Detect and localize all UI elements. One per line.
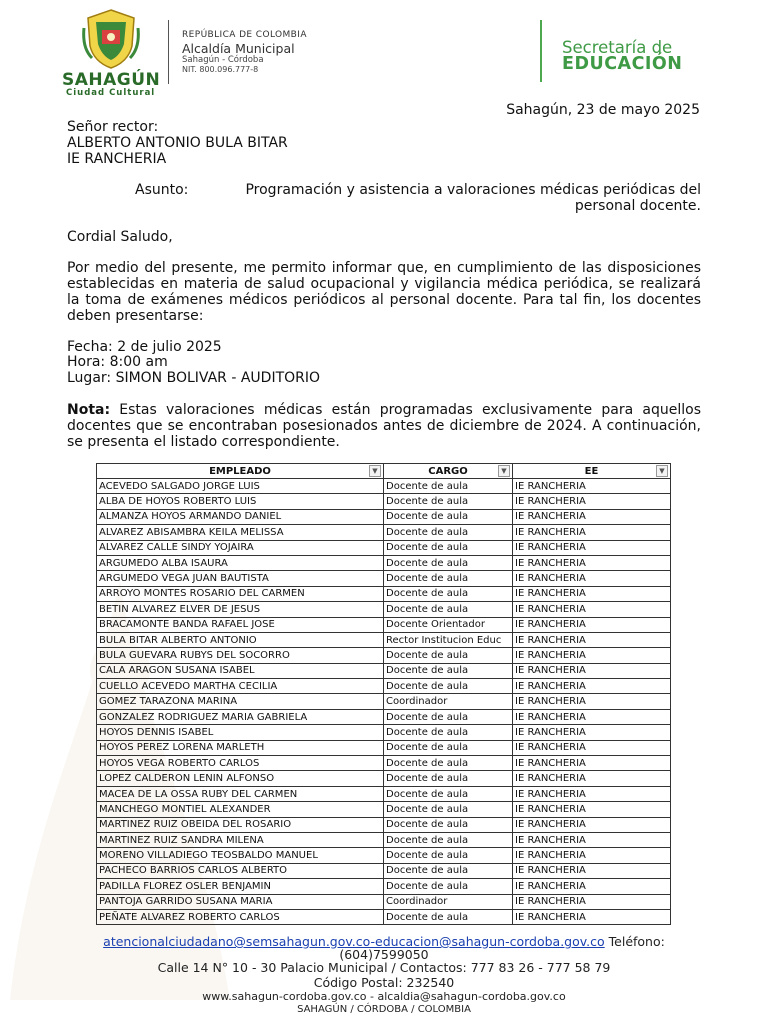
cell-empleado: MACEA DE LA OSSA RUBY DEL CARMEN [97, 786, 384, 801]
cell-cargo: Docente de aula [384, 509, 513, 524]
alcaldia-label: Alcaldía Municipal [182, 41, 295, 56]
cell-ee: IE RANCHERIA [513, 602, 671, 617]
cell-cargo: Docente de aula [384, 479, 513, 494]
table-row [97, 709, 671, 724]
cell-empleado: GOMEZ TARAZONA MARINA [97, 694, 384, 709]
table-row [97, 663, 671, 678]
recipient-institution: IE RANCHERIA [67, 151, 167, 167]
cell-cargo: Docente de aula [384, 648, 513, 663]
table-body [97, 479, 671, 925]
cell-empleado: ALVAREZ CALLE SINDY YOJAIRA [97, 540, 384, 555]
cell-cargo: Coordinador [384, 694, 513, 709]
subject-line1: Programación y asistencia a valoraciones médicas periódicas del [245, 182, 701, 198]
table-row [97, 909, 671, 924]
cell-cargo: Docente de aula [384, 725, 513, 740]
cell-empleado: ALMANZA HOYOS ARMANDO DANIEL [97, 509, 384, 524]
republic-label: REPÚBLICA DE COLOMBIA [182, 30, 307, 40]
footer-address: Calle 14 N° 10 - 30 Palacio Municipal / Contactos: 777 83 26 - 777 58 79 [157, 960, 611, 975]
cell-ee: IE RANCHERIA [513, 679, 671, 694]
cell-empleado: MARTINEZ RUIZ SANDRA MILENA [97, 832, 384, 847]
cell-ee: IE RANCHERIA [513, 525, 671, 540]
hora-line: Hora: 8:00 am [67, 354, 168, 370]
table-row [97, 756, 671, 771]
cell-ee: IE RANCHERIA [513, 555, 671, 570]
cell-ee: IE RANCHERIA [513, 632, 671, 647]
subject-line2: personal docente. [574, 198, 701, 214]
date-line: Sahagún, 23 de mayo 2025 [506, 102, 700, 118]
table-row [97, 879, 671, 894]
cell-cargo: Docente de aula [384, 832, 513, 847]
cell-ee: IE RANCHERIA [513, 509, 671, 524]
table-row [97, 509, 671, 524]
cell-empleado: ALVAREZ ABISAMBRA KEILA MELISSA [97, 525, 384, 540]
greeting: Cordial Saludo, [67, 229, 173, 245]
cell-empleado: GONZALEZ RODRIGUEZ MARIA GABRIELA [97, 709, 384, 724]
cell-empleado: BULA GUEVARA RUBYS DEL SOCORRO [97, 648, 384, 663]
cell-cargo: Docente de aula [384, 879, 513, 894]
table-header-row [97, 464, 671, 479]
cell-ee: IE RANCHERIA [513, 848, 671, 863]
table-row [97, 494, 671, 509]
cell-empleado: HOYOS VEGA ROBERTO CARLOS [97, 756, 384, 771]
footer-region: SAHAGÚN / CÓRDOBA / COLOMBIA [297, 1004, 471, 1015]
cell-empleado: PACHECO BARRIOS CARLOS ALBERTO [97, 863, 384, 878]
cell-cargo: Docente de aula [384, 602, 513, 617]
table-row [97, 479, 671, 494]
nota-label: Nota: [67, 402, 111, 418]
footer-postal: Código Postal: 232540 [313, 975, 455, 990]
cell-ee: IE RANCHERIA [513, 894, 671, 909]
cell-cargo: Docente de aula [384, 740, 513, 755]
cell-cargo: Docente de aula [384, 555, 513, 570]
cell-ee: IE RANCHERIA [513, 617, 671, 632]
table-row [97, 832, 671, 847]
table-row [97, 894, 671, 909]
cell-cargo: Docente de aula [384, 848, 513, 863]
cell-ee: IE RANCHERIA [513, 771, 671, 786]
table-row [97, 863, 671, 878]
cell-ee: IE RANCHERIA [513, 879, 671, 894]
table-row [97, 648, 671, 663]
cell-ee: IE RANCHERIA [513, 709, 671, 724]
cell-empleado: ARROYO MONTES ROSARIO DEL CARMEN [97, 586, 384, 601]
footer-telefono: (604)7599050 [339, 947, 429, 962]
docentes-table [96, 463, 671, 925]
column-header-empleado[interactable]: EMPLEADO ▼ [97, 464, 384, 479]
cell-ee: IE RANCHERIA [513, 909, 671, 924]
cell-ee: IE RANCHERIA [513, 479, 671, 494]
cell-empleado: LOPEZ CALDERON LENIN ALFONSO [97, 771, 384, 786]
cell-empleado: HOYOS PEREZ LORENA MARLETH [97, 740, 384, 755]
paragraph-1: Por medio del presente, me permito informar que, en cumplimiento de las disposiciones establecidas en materia de salud ocupacional y vigilancia médica periódica, se realizará la toma de exámenes médicos periódicos al personal docente. Para tal fin, los docentes deben presentarse: [67, 260, 701, 324]
cell-cargo: Docente de aula [384, 540, 513, 555]
table-row [97, 725, 671, 740]
cell-empleado: BRACAMONTE BANDA RAFAEL JOSE [97, 617, 384, 632]
footer-emails-link[interactable]: atencionalciudadano@semsahagun.gov.co-educacion@sahagun-cordoba.gov.co [103, 934, 605, 949]
cell-empleado: ARGUMEDO VEGA JUAN BAUTISTA [97, 571, 384, 586]
table-row [97, 525, 671, 540]
filter-dropdown-icon[interactable]: ▼ [498, 465, 510, 477]
table-row [97, 786, 671, 801]
cell-cargo: Docente de aula [384, 525, 513, 540]
nota-paragraph [67, 402, 701, 450]
cell-cargo: Docente de aula [384, 786, 513, 801]
table-row [97, 817, 671, 832]
cell-cargo: Docente Orientador [384, 617, 513, 632]
cell-empleado: BULA BITAR ALBERTO ANTONIO [97, 632, 384, 647]
lugar-line: Lugar: SIMON BOLIVAR - AUDITORIO [67, 370, 321, 386]
header-divider [168, 20, 169, 84]
cell-ee: IE RANCHERIA [513, 817, 671, 832]
subject-label: Asunto: [135, 182, 189, 198]
cell-empleado: PANTOJA GARRIDO SUSANA MARIA [97, 894, 384, 909]
table-row [97, 586, 671, 601]
subject [135, 182, 701, 214]
table-row [97, 540, 671, 555]
table-row [97, 679, 671, 694]
cell-empleado: MANCHEGO MONTIEL ALEXANDER [97, 802, 384, 817]
recipient-name: ALBERTO ANTONIO BULA BITAR [67, 135, 288, 151]
cell-ee: IE RANCHERIA [513, 863, 671, 878]
cell-empleado: MARTINEZ RUIZ OBEIDA DEL ROSARIO [97, 817, 384, 832]
cell-empleado: CALA ARAGON SUSANA ISABEL [97, 663, 384, 678]
cell-cargo: Docente de aula [384, 756, 513, 771]
table-row [97, 617, 671, 632]
municipal-shield-logo [82, 8, 140, 70]
cell-cargo: Rector Institucion Educ [384, 632, 513, 647]
cell-empleado: CUELLO ACEVEDO MARTHA CECILIA [97, 679, 384, 694]
cell-cargo: Docente de aula [384, 663, 513, 678]
table-row [97, 740, 671, 755]
cell-ee: IE RANCHERIA [513, 494, 671, 509]
cell-ee: IE RANCHERIA [513, 756, 671, 771]
cell-ee: IE RANCHERIA [513, 802, 671, 817]
column-header-cargo[interactable]: CARGO ▼ [384, 464, 513, 479]
cell-ee: IE RANCHERIA [513, 571, 671, 586]
nit-label: NIT. 800.096.777-8 [182, 65, 259, 74]
cell-cargo: Docente de aula [384, 817, 513, 832]
cell-ee: IE RANCHERIA [513, 725, 671, 740]
secretaria-subtitle: EDUCACIÓN [562, 54, 683, 74]
fecha-line: Fecha: 2 de julio 2025 [67, 339, 222, 355]
cell-empleado: ARGUMEDO ALBA ISAURA [97, 555, 384, 570]
cell-empleado: BETIN ALVAREZ ELVER DE JESUS [97, 602, 384, 617]
nota-text: Estas valoraciones médicas están programadas exclusivamente para aquellos docentes que se encontraban posesionados antes de diciembre de 2024. A continuación, se presenta el listado correspondiente. [67, 402, 701, 450]
column-header-ee[interactable]: EE ▼ [513, 464, 671, 479]
cell-ee: IE RANCHERIA [513, 832, 671, 847]
cell-cargo: Coordinador [384, 894, 513, 909]
cell-cargo: Docente de aula [384, 679, 513, 694]
table-row [97, 771, 671, 786]
table-row [97, 802, 671, 817]
footer-web[interactable]: www.sahagun-cordoba.gov.co - alcaldia@sahagun-cordoba.gov.co [202, 990, 566, 1003]
sahagun-logo-text: SAHAGÚN [62, 70, 161, 90]
logo-subtitle: Ciudad Cultural [66, 88, 156, 98]
cell-cargo: Docente de aula [384, 709, 513, 724]
cell-cargo: Docente de aula [384, 863, 513, 878]
table-row [97, 602, 671, 617]
salutation-title: Señor rector: [67, 119, 159, 135]
table-row [97, 632, 671, 647]
cell-empleado: ACEVEDO SALGADO JORGE LUIS [97, 479, 384, 494]
filter-dropdown-icon[interactable]: ▼ [656, 465, 668, 477]
cell-ee: IE RANCHERIA [513, 694, 671, 709]
cell-cargo: Docente de aula [384, 571, 513, 586]
table-row [97, 571, 671, 586]
cell-empleado: PEÑATE ALVAREZ ROBERTO CARLOS [97, 909, 384, 924]
secretaria-divider [540, 20, 542, 82]
footer-telefono-label: Teléfono: [604, 934, 665, 949]
cell-empleado: PADILLA FLOREZ OSLER BENJAMIN [97, 879, 384, 894]
cell-empleado: HOYOS DENNIS ISABEL [97, 725, 384, 740]
table-row [97, 694, 671, 709]
cell-cargo: Docente de aula [384, 771, 513, 786]
cell-cargo: Docente de aula [384, 909, 513, 924]
filter-dropdown-icon[interactable]: ▼ [369, 465, 381, 477]
cell-ee: IE RANCHERIA [513, 786, 671, 801]
cell-ee: IE RANCHERIA [513, 586, 671, 601]
cell-cargo: Docente de aula [384, 586, 513, 601]
cell-ee: IE RANCHERIA [513, 540, 671, 555]
cell-cargo: Docente de aula [384, 494, 513, 509]
cell-ee: IE RANCHERIA [513, 648, 671, 663]
cell-ee: IE RANCHERIA [513, 740, 671, 755]
table-row [97, 848, 671, 863]
cell-ee: IE RANCHERIA [513, 663, 671, 678]
table-row [97, 555, 671, 570]
location-label: Sahagún - Córdoba [182, 55, 264, 65]
cell-empleado: MORENO VILLADIEGO TEOSBALDO MANUEL [97, 848, 384, 863]
cell-empleado: ALBA DE HOYOS ROBERTO LUIS [97, 494, 384, 509]
secretaria-title: Secretaría de [562, 38, 673, 57]
cell-cargo: Docente de aula [384, 802, 513, 817]
